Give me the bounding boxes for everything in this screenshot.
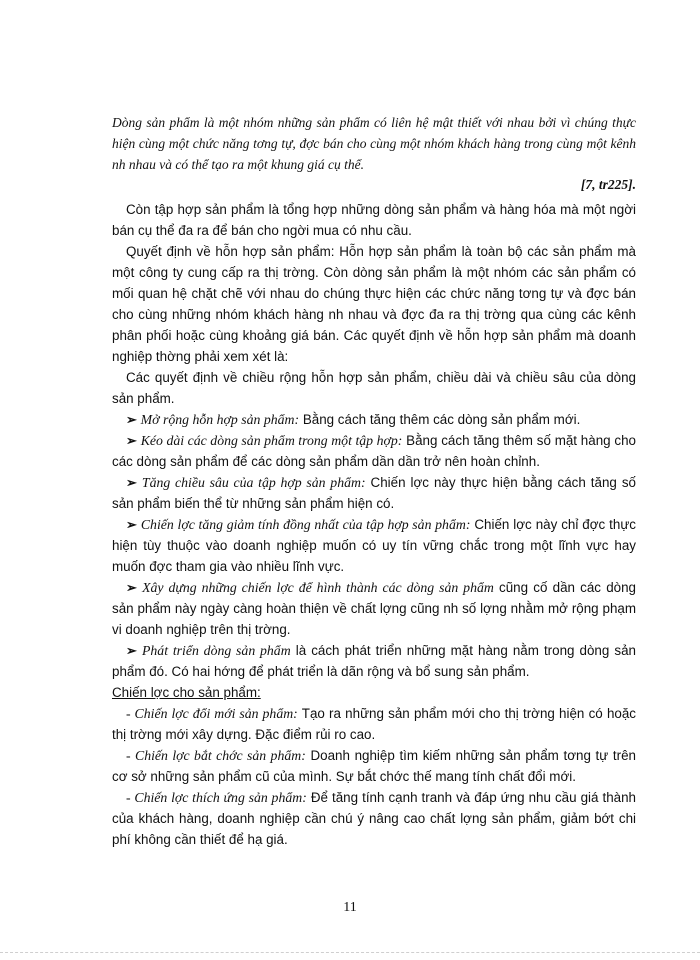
strategy-heading: Chiến lợc cho sản phẩm: — [112, 685, 261, 700]
bullet-item — [112, 409, 636, 430]
page-content — [112, 112, 636, 850]
arrow-bullet-icon: ➢ — [126, 643, 137, 658]
bullet-text: Chiến lợc này chỉ đợc thực hiện tùy thuộc vào doanh nghiệp muốn có uy tín vững chắc trong một lĩnh vực hay muốn đợc tham gia vào nhiều lĩnh vực. — [112, 517, 636, 574]
definition-quote: Dòng sản phẩm là một nhóm những sản phẩm có liên hệ mật thiết với nhau bởi vì chúng thực hiện cùng một chức năng tơng tự, đợc bán cho cùng một nhóm khách hàng trong cùng một kênh nh nhau và có thể tạo ra một khung giá cụ thể. — [112, 115, 636, 172]
bullet-term: Kéo dài các dòng sản phẩm trong một tập hợp: — [140, 433, 403, 448]
citation: [7, tr225]. — [580, 177, 636, 192]
bullet-item — [112, 430, 636, 472]
bullet-item — [112, 577, 636, 640]
strategy-text: Để tăng tính cạnh tranh và đáp ứng nhu cầu giá thành của khách hàng, doanh nghiệp cần chú ý nâng cao chất lợng sản phẩm, giảm bớt chi phí không cần thiết để hạ giá. — [112, 790, 636, 847]
bullet-text: là cách phát triển những mặt hàng nằm trong dòng sản phẩm đó. Có hai hớng để phát triển là dãn rộng và bổ sung sản phẩm. — [112, 643, 636, 679]
paragraph-product-mix: Quyết định về hỗn hợp sản phẩm: Hỗn hợp sản phẩm là toàn bộ các sản phẩm mà một công ty cung cấp ra thị trờng. Còn dòng sản phẩm là một nhóm các sản phẩm có mối quan hệ chặt chẽ với nhau do chúng thực hiện các chức năng tơng tự và đợc bán cho cùng những nhóm khách hàng nh nhau và đợc đa ra thị trờng qua cùng các kênh phân phối hoặc cùng khoảng giá bán. Các quyết định về hỗn hợp sản phẩm mà doanh nghiệp thờng phải xem xét là: — [112, 244, 636, 364]
strategy-term: - Chiến lợc đổi mới sản phẩm: — [126, 706, 298, 721]
bullet-term: Xây dựng những chiến lợc để hình thành các dòng sản phẩm — [142, 580, 494, 595]
strategy-term: - Chiến lợc bắt chớc sản phẩm: — [126, 748, 306, 763]
paragraph-decisions: Các quyết định về chiều rộng hỗn hợp sản phẩm, chiều dài và chiều sâu của dòng sản phẩm. — [112, 370, 636, 406]
paragraph-product-set: Còn tập hợp sản phẩm là tổng hợp những dòng sản phẩm và hàng hóa mà một ngời bán cụ thể đa ra để bán cho ngời mua có nhu cầu. — [112, 202, 636, 238]
strategy-text: Doanh nghiệp tìm kiếm những sản phẩm tơng tự trên cơ sở những sản phẩm cũ của mình. Sự bắt chớc thế mang tính chất đổi mới. — [112, 748, 636, 784]
arrow-bullet-icon: ➢ — [126, 412, 137, 427]
arrow-bullet-icon: ➢ — [126, 580, 137, 595]
bullet-term: Tăng chiều sâu của tập hợp sản phẩm: — [141, 475, 366, 490]
page-bottom-divider — [0, 952, 700, 953]
bullet-term: Chiến lợc tăng giảm tính đồng nhất của tập hợp sản phẩm: — [140, 517, 471, 532]
bullet-item — [112, 640, 636, 682]
bullet-text: Chiến lợc này thực hiện bằng cách tăng số sản phẩm biến thể từ những sản phẩm hiện có. — [112, 475, 636, 511]
strategy-item — [112, 703, 636, 745]
arrow-bullet-icon: ➢ — [126, 475, 137, 490]
strategy-text: Tạo ra những sản phẩm mới cho thị trờng hiện có hoặc thị trờng mới xây dựng. Đặc điểm rủi ro cao. — [112, 706, 636, 742]
bullet-text: cũng cố dần các dòng sản phẩm này ngày càng hoàn thiện về chất lợng cũng nh số lợng nhằm mở rộng phạm vi doanh nghiệp trên thị trờng. — [112, 580, 636, 637]
bullet-term: Phát triển dòng sản phẩm — [141, 643, 291, 658]
page-number: 11 — [343, 900, 357, 915]
bullet-text: Bằng cách tăng thêm các dòng sản phẩm mới. — [299, 412, 581, 427]
strategy-item — [112, 745, 636, 787]
arrow-bullet-icon: ➢ — [126, 517, 137, 532]
bullet-term: Mở rộng hỗn hợp sản phẩm: — [140, 412, 300, 427]
strategy-item — [112, 787, 636, 850]
bullet-item — [112, 472, 636, 514]
bullet-item — [112, 514, 636, 577]
bullet-text: Bằng cách tăng thêm số mặt hàng cho các dòng sản phẩm để các dòng sản phẩm dần dần trở nên hoàn chỉnh. — [112, 433, 636, 469]
arrow-bullet-icon: ➢ — [126, 433, 137, 448]
strategy-term: - Chiến lợc thích ứng sản phẩm: — [126, 790, 307, 805]
